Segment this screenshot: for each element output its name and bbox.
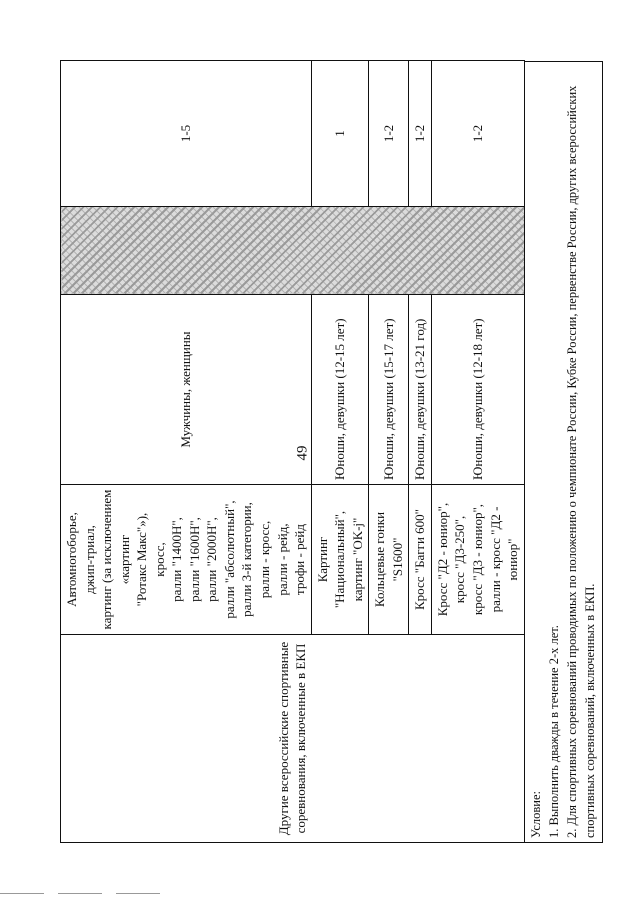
discipline-line: "Ротакс Макс"»),	[134, 512, 150, 607]
discipline-line: ралли "2000Н",	[204, 517, 220, 602]
rank-cell: 1-2	[409, 61, 432, 207]
event-cell: Другие всероссийские спортивные соревнования, включенные в ЕКП	[61, 635, 525, 843]
rotated-table-container	[60, 61, 598, 843]
discipline-line: ралли 3-й категории,	[239, 502, 255, 617]
rank-cell: 1	[311, 61, 369, 207]
disciplines-cell	[311, 485, 369, 635]
disciplines-cell	[61, 485, 312, 635]
page-number: 49	[294, 445, 311, 461]
conditions-title: Условие:	[528, 791, 543, 838]
discipline-line: ралли - кросс "Д2 - юниор"	[487, 506, 521, 613]
rank-cell: 1-2	[369, 61, 409, 207]
disciplines-cell	[369, 485, 409, 635]
discipline-line: Картинг "Национальный",	[314, 510, 348, 609]
discipline-line: Автомногоборье,	[64, 512, 79, 607]
condition-item: 1. Выполнить дважды в течение 2-х лет.	[546, 625, 561, 838]
discipline-line: джип-триал,	[81, 525, 97, 594]
age-group-cell: Юноши, девушки (15-17 лет)	[369, 295, 409, 485]
discipline-line: Кросс "Багги 600"	[412, 509, 428, 611]
scan-mark	[0, 893, 44, 894]
scan-mark	[116, 893, 160, 894]
age-group-cell: Юноши, девушки (12-18 лет)	[431, 295, 524, 485]
scan-marks	[0, 893, 160, 897]
rank-cell: 1-2	[431, 61, 524, 207]
discipline-line: кросс "Д3 - юниор",	[470, 503, 486, 616]
disciplines-cell	[409, 485, 432, 635]
discipline-line: ралли "абсолютный",	[221, 500, 237, 619]
discipline-line: кросс,	[151, 542, 167, 577]
table-content	[60, 61, 598, 843]
scan-mark	[58, 893, 102, 894]
hatched-cell	[61, 207, 525, 295]
table-row	[61, 61, 312, 843]
age-group-cell: Юноши, девушки (12-15 лет)	[311, 295, 369, 485]
qualification-table	[60, 60, 525, 843]
discipline-line: Кольцевые гонки "S1600"	[372, 511, 405, 608]
discipline-line: картинг "OK-j"	[349, 517, 365, 602]
age-group-cell: Юноши, девушки (13-21 год)	[409, 295, 432, 485]
discipline-line: ралли "1400Н",	[169, 517, 185, 602]
discipline-line: Кросс "Д2 - юниор",	[434, 502, 450, 617]
rank-cell: 1-5	[61, 61, 312, 207]
discipline-line: кросс "Д3-250",	[452, 515, 468, 604]
discipline-line: картинг (за исключением «картинг	[99, 489, 132, 630]
discipline-line: ралли "1600Н",	[186, 517, 202, 602]
disciplines-cell	[431, 485, 524, 635]
discipline-line: ралли - кросс,	[257, 520, 273, 599]
discipline-line: трофи - рейд	[292, 524, 308, 595]
discipline-line: ралли - рейд,	[274, 523, 290, 596]
condition-item: 2. Для спортивных соревнований проводимых по положению о чемпионате России, Кубке России, первенстве России, других всероссийских спортивных соревнований, включенных в ЕКП.	[564, 85, 598, 838]
conditions-note	[525, 61, 603, 843]
age-group-cell: Мужчины, женщины	[61, 295, 312, 485]
